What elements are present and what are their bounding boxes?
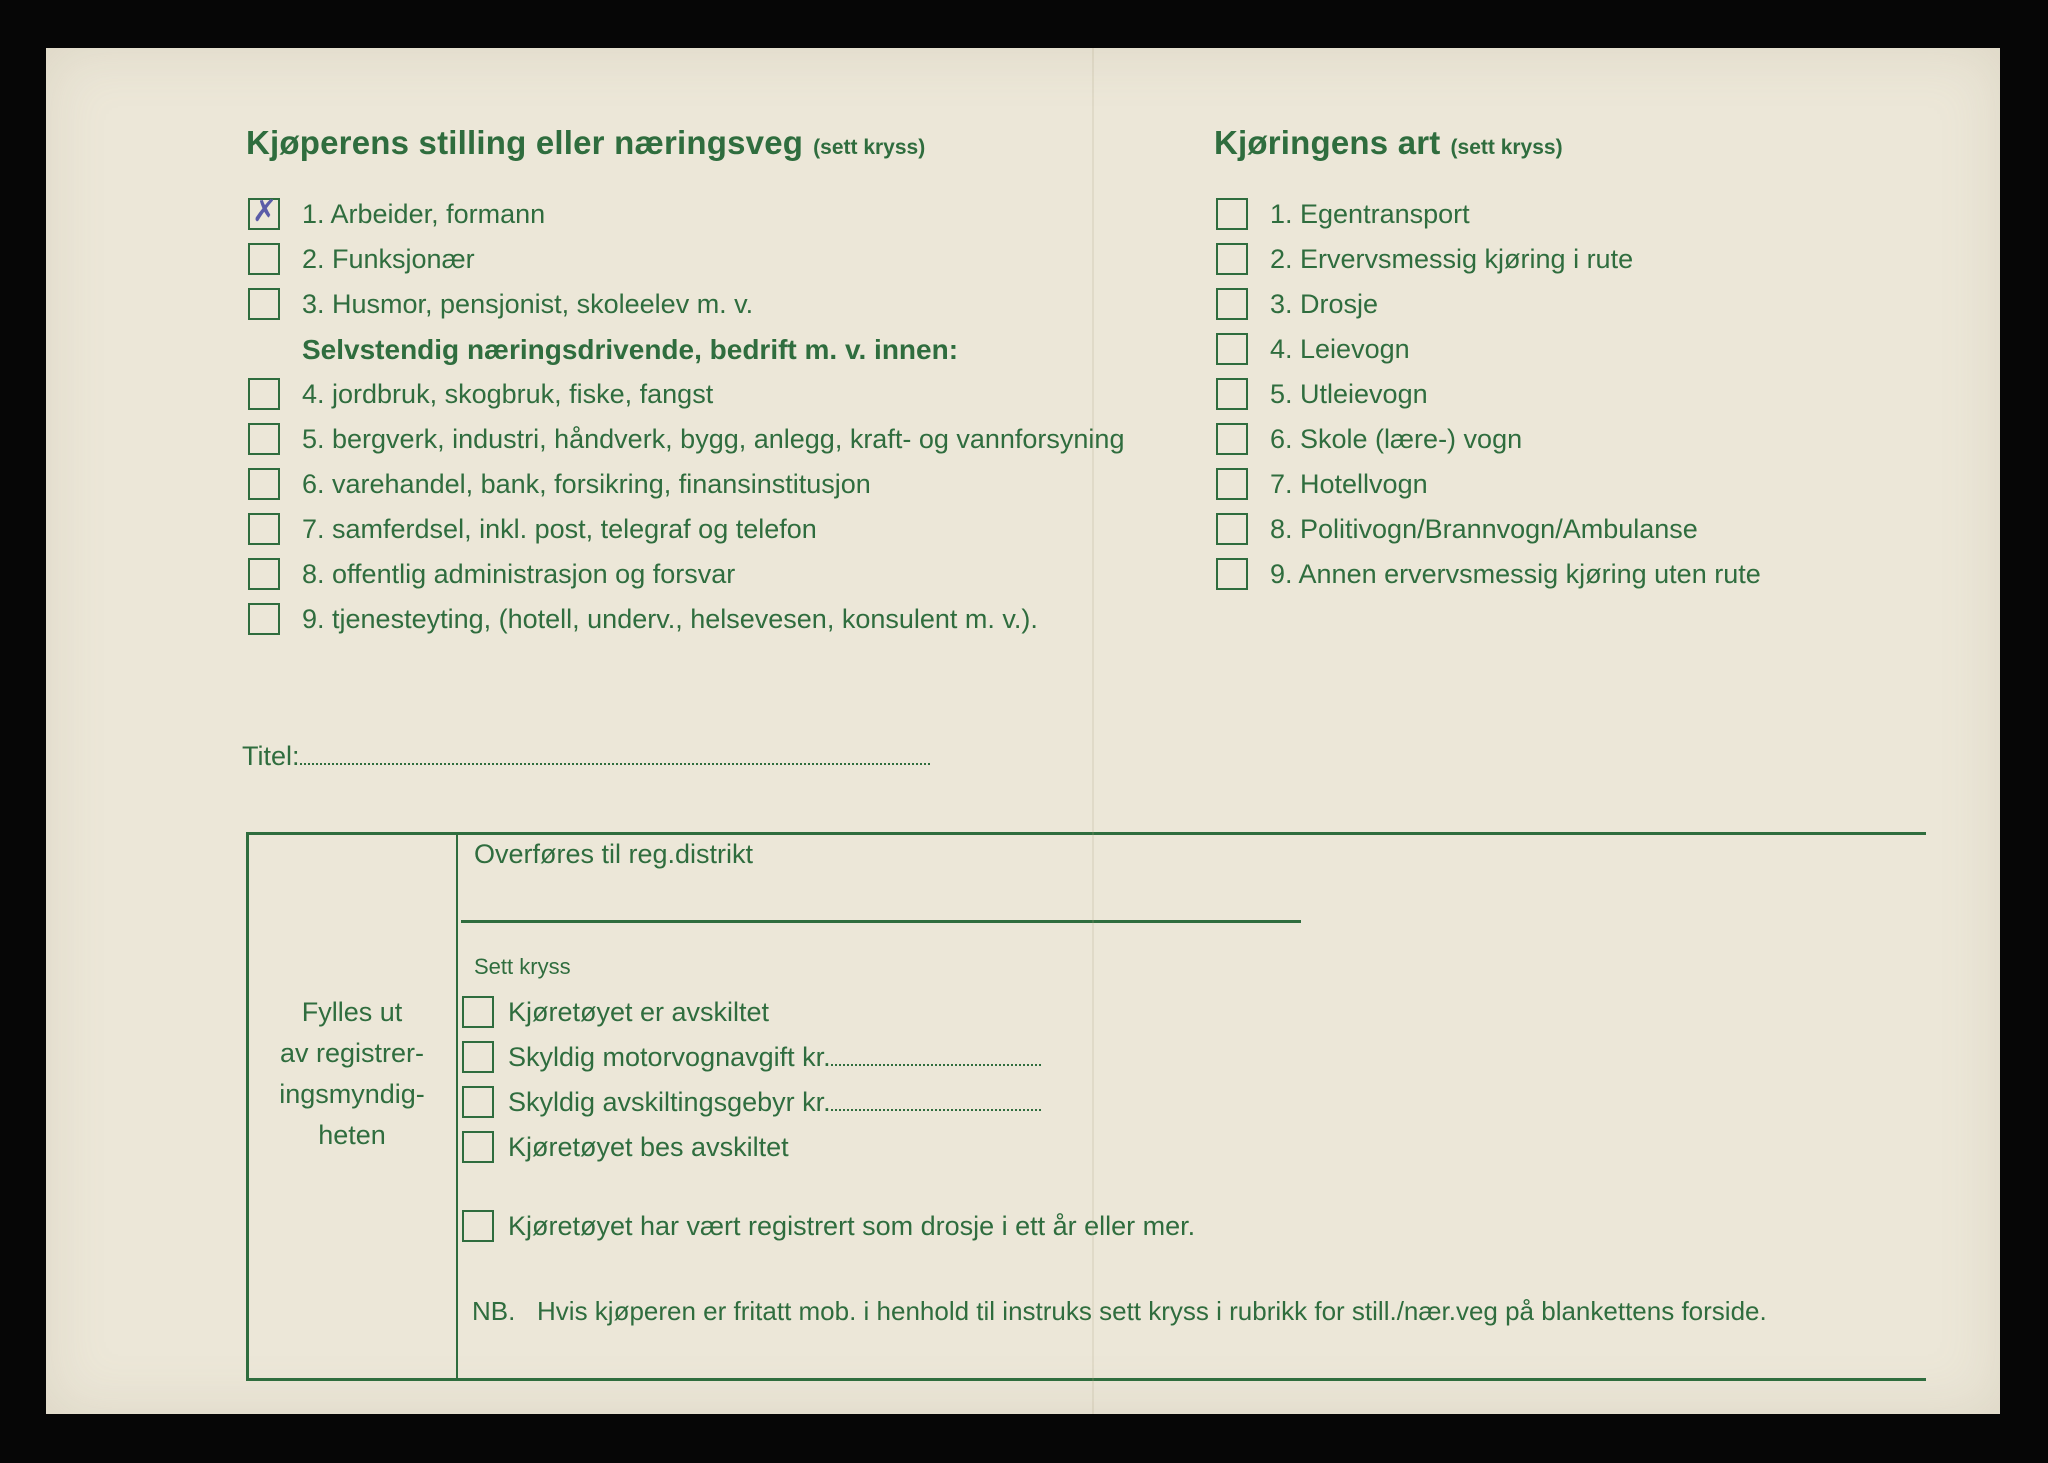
occupation-item-label: 9. tjenesteyting, (hotell, underv., helsevesen, konsulent m. v.). — [302, 604, 1038, 634]
nb-label: NB. — [472, 1296, 516, 1326]
checkbox-occupation-4[interactable] — [248, 378, 280, 410]
checkbox-occupation-1[interactable] — [248, 194, 280, 230]
buyer-occupation-title-text: Kjøperens stilling eller næringsveg — [246, 124, 804, 161]
driving-item-label: 2. Ervervsmessig kjøring i rute — [1270, 244, 1634, 274]
checkbox-driving-1[interactable] — [1216, 198, 1248, 230]
side-label-line: Fylles ut — [301, 997, 403, 1027]
buyer-occupation-title-note: (sett kryss) — [813, 136, 926, 159]
amount-dotted-line[interactable] — [831, 1108, 1041, 1111]
checkbox-occupation-5[interactable] — [248, 423, 280, 455]
checkbox-occupation-2[interactable] — [248, 243, 280, 275]
titel-dotted-line[interactable] — [300, 762, 930, 765]
buyer-occupation-title — [246, 124, 925, 162]
occupation-item-label: 1. Arbeider, formann — [302, 199, 546, 229]
occupation-item-label: 4. jordbruk, skogbruk, fiske, fangst — [302, 379, 714, 409]
titel-field[interactable] — [242, 740, 930, 772]
form-sheet — [46, 48, 2000, 1414]
checkbox-driving-7[interactable] — [1216, 468, 1248, 500]
driving-item-label: 4. Leievogn — [1270, 334, 1410, 364]
checkbox-registry-4[interactable] — [462, 1131, 494, 1163]
checkbox-registry-1[interactable] — [462, 996, 494, 1028]
driving-type-title-note: (sett kryss) — [1450, 136, 1563, 159]
driving-item-label: 1. Egentransport — [1270, 199, 1470, 229]
registry-side-label — [250, 992, 454, 1156]
drosje-item-label: Kjøretøyet har vært registrert som drosje i ett år eller mer. — [508, 1211, 1196, 1241]
checkbox-occupation-7[interactable] — [248, 513, 280, 545]
driving-type-title — [1214, 124, 1563, 162]
side-label-line: av registrer- — [279, 1038, 425, 1068]
checkbox-drosje[interactable] — [462, 1210, 494, 1242]
checkbox-occupation-6[interactable] — [248, 468, 280, 500]
side-label-line: heten — [318, 1120, 386, 1150]
checkbox-driving-9[interactable] — [1216, 558, 1248, 590]
check-mark-icon: ✗ — [252, 194, 278, 229]
driving-item-label: 7. Hotellvogn — [1270, 469, 1428, 499]
self-employed-subheading: Selvstendig næringsdrivende, bedrift m. v. innen: — [302, 334, 959, 365]
driving-item-label: 3. Drosje — [1270, 289, 1379, 319]
registry-box-left-border — [246, 832, 249, 1381]
occupation-item-label: 2. Funksjonær — [302, 244, 475, 274]
side-label-line: ingsmyndig- — [279, 1079, 425, 1109]
sett-kryss-label: Sett kryss — [474, 954, 571, 979]
checkbox-driving-3[interactable] — [1216, 288, 1248, 320]
driving-item-label: 8. Politivogn/Brannvogn/Ambulanse — [1270, 514, 1698, 544]
checkbox-registry-2[interactable] — [462, 1041, 494, 1073]
checkbox-driving-6[interactable] — [1216, 423, 1248, 455]
titel-label: Titel: — [242, 741, 300, 771]
registry-box-bottom-border — [246, 1378, 1926, 1381]
checkbox-occupation-9[interactable] — [248, 603, 280, 635]
driving-type-title-text: Kjøringens art — [1214, 124, 1441, 161]
nb-note — [472, 1296, 1767, 1327]
checkbox-driving-8[interactable] — [1216, 513, 1248, 545]
checkbox-driving-2[interactable] — [1216, 243, 1248, 275]
amount-dotted-line[interactable] — [831, 1063, 1041, 1066]
transfer-district-line[interactable] — [461, 920, 1301, 923]
transfer-district-label: Overføres til reg.distrikt — [474, 839, 754, 869]
registry-box-top-border — [246, 832, 1926, 835]
driving-item-label: 9. Annen ervervsmessig kjøring uten rute — [1270, 559, 1761, 589]
registry-box-divider — [456, 832, 458, 1381]
checkbox-registry-3[interactable] — [462, 1086, 494, 1118]
checkbox-driving-5[interactable] — [1216, 378, 1248, 410]
registry-item-label: Kjøretøyet er avskiltet — [508, 997, 770, 1027]
registry-item-label-wrap — [508, 1086, 1041, 1118]
registry-item-label: Skyldig avskiltingsgebyr kr. — [508, 1087, 831, 1117]
occupation-item-label: 6. varehandel, bank, forsikring, finansinstitusjon — [302, 469, 871, 499]
occupation-item-label: 5. bergverk, industri, håndverk, bygg, anlegg, kraft- og vannforsyning — [302, 424, 1125, 454]
driving-item-label: 6. Skole (lære-) vogn — [1270, 424, 1523, 454]
checkbox-occupation-8[interactable] — [248, 558, 280, 590]
checkbox-driving-4[interactable] — [1216, 333, 1248, 365]
registry-item-label: Kjøretøyet bes avskiltet — [508, 1132, 789, 1162]
occupation-item-label: 7. samferdsel, inkl. post, telegraf og telefon — [302, 514, 817, 544]
occupation-item-label: 8. offentlig administrasjon og forsvar — [302, 559, 736, 589]
occupation-item-label: 3. Husmor, pensjonist, skoleelev m. v. — [302, 289, 754, 319]
nb-text: Hvis kjøperen er fritatt mob. i henhold til instruks sett kryss i rubrikk for still./nær.veg på blankettens forside. — [537, 1296, 1767, 1326]
registry-item-label-wrap — [508, 1041, 1041, 1073]
driving-item-label: 5. Utleievogn — [1270, 379, 1428, 409]
checkbox-occupation-3[interactable] — [248, 288, 280, 320]
registry-item-label: Skyldig motorvognavgift kr. — [508, 1042, 831, 1072]
